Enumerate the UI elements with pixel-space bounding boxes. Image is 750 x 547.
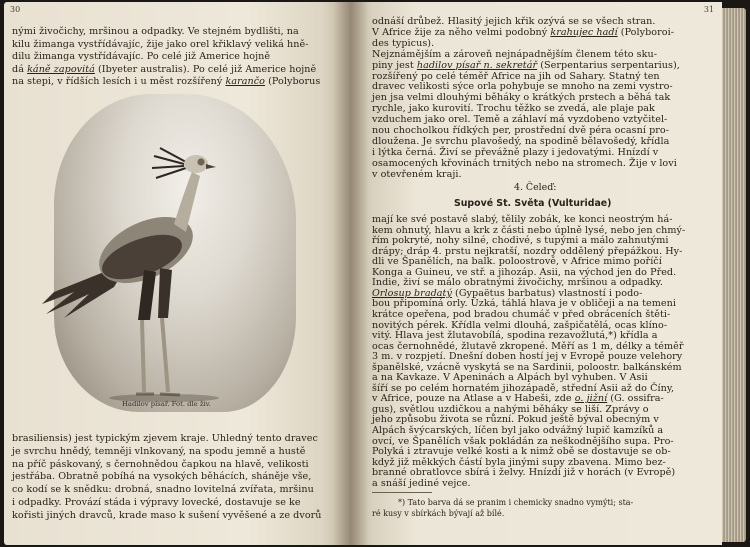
line-text: des typicus). — [372, 37, 435, 49]
line-text: na stepi, v řídších lesích i u měst rozšířený — [12, 76, 226, 87]
line-text: drápy; dráp 4. prstu nejkratší, nozdry oddělený přepážkou. Hy- — [372, 245, 683, 257]
line-text: jen jsa velmi dlouhými běháky o krátkých prstech a běhá tak — [372, 92, 671, 104]
footnote-line: ré kusy v sbírkách bývají až bílé. — [372, 509, 505, 518]
text-line — [372, 414, 659, 425]
line-text: Polyká i ztravuje velké kosti a k nimž obě se dostavuje se ob- — [372, 446, 671, 458]
text-line — [372, 446, 671, 457]
text-line — [372, 256, 662, 267]
text-line — [372, 320, 667, 331]
text-line — [372, 267, 676, 278]
text-line — [372, 478, 471, 489]
line-text: (Serpentarius serpentarius), — [537, 59, 680, 71]
text-line — [12, 497, 301, 508]
line-text: Alpách švýcarských, líčen byl jako odvážný lupič kamzíků a — [372, 425, 664, 436]
line-text: Indie, živí se málo obratnými živočichy, mršinou a odpadky. — [372, 277, 663, 289]
line-text: novitých pérek. Křídla velmi dlouhá, zašpičatělá, ocas klíno- — [372, 319, 668, 331]
text-line — [372, 341, 684, 352]
species-name: krahujec hadí — [550, 26, 618, 38]
text-line — [372, 158, 677, 169]
line-text: a na Kavkaze. V Apeninách a Alpách byl vyhuben. V Asii — [372, 372, 648, 384]
line-text: ovcí, ve Španělích však pokládán za neškodnějšího supa. Pro- — [372, 435, 674, 447]
text-line — [372, 425, 663, 436]
left-page — [4, 2, 350, 545]
photo-caption: Hadilov písař. Fot. dle živ. — [122, 400, 211, 408]
text-line — [372, 60, 680, 71]
line-text: řím pokryté, nohy silné, chodivé, s tupými a málo zahnutými — [372, 235, 669, 247]
line-text: kem ohnutý, hlavu a krk z části nebo úplně lysé, nebo jen chmý- — [372, 224, 686, 236]
line-text: dravec velikosti sýce orla pohybuje se mnoho na zemi vystro- — [372, 81, 673, 93]
text-line — [12, 76, 320, 87]
text-line — [372, 92, 670, 103]
line-text: gus), světlou uzdičkou a nahými běháky se liší. Zprávy o — [372, 403, 649, 415]
text-line — [372, 81, 673, 92]
line-text: (Polyboroi- — [617, 26, 674, 38]
text-line — [372, 362, 682, 373]
text-line — [372, 351, 682, 362]
line-text: brasiliensis) jest typickým zjevem kraje. Uhledný tento dravec — [12, 433, 318, 444]
line-text: šíří se po celém hornatém jihozápadě, střední Asii až do Číny, — [372, 382, 675, 394]
section-heading: Supové St. Světa (Vulturidae) — [454, 198, 612, 209]
text-line — [12, 433, 318, 444]
species-name: káně zapovitá — [27, 63, 95, 75]
line-text: odnáší drůbež. Hlasitý jejich křik ozývá se se všech stran. — [372, 16, 656, 27]
text-line — [372, 103, 655, 114]
text-line — [12, 510, 322, 521]
text-line — [372, 330, 658, 341]
text-line — [372, 49, 657, 60]
line-text: i odpadky. Provází stáda i výpravy lovecké, dostavuje se ke — [12, 497, 301, 508]
line-text: vitý. Hlava jest žlutavobílá, spodina rezavožlutá,*) křídla a — [372, 330, 658, 342]
line-text: i lýtka černá. Živí se převážně plazy i jedovatými. Hnízdí v — [372, 146, 659, 158]
line-text: V Africe žije za něho velmi podobný — [372, 26, 551, 38]
text-line — [372, 214, 673, 225]
line-text: a snáší jediné vejce. — [372, 477, 471, 489]
text-line — [372, 71, 660, 82]
line-text: v otevřeném kraji. — [372, 168, 462, 180]
text-line — [372, 16, 655, 27]
text-line — [372, 125, 669, 136]
text-line — [372, 457, 666, 468]
chapter-label: 4. Čeleď: — [514, 182, 557, 193]
line-text: dli ve Španělích, na balk. poloostrově, v Africe mimo poříčí — [372, 256, 662, 268]
text-line — [372, 169, 462, 180]
species-name: karančo — [225, 76, 266, 87]
line-text: kořisti jiných dravců, krade maso k sušení vyvěšené a ze dvorů — [12, 509, 322, 521]
line-text: (Polyborus — [265, 76, 321, 87]
text-line — [372, 136, 669, 147]
line-text: kilu žimanga vystřídávajíc, žije jako orel křiklavý veliká hně- — [12, 38, 309, 50]
line-text: co kodí se k snědku: drobná, snadno lovitelná zvířata, mršinu — [12, 484, 314, 496]
text-line — [372, 38, 434, 49]
text-line — [372, 467, 675, 478]
line-text: rozšířený po celé téměř Africe na jih od Sahary. Statný ten — [372, 70, 660, 82]
line-text: Nejznámějším a zároveň nejnápadnějším členem této sku- — [372, 48, 658, 60]
line-text: osamocených křovinách trnitých nebo na stromech. Žije v lovi — [372, 157, 677, 169]
line-text: nými živočichy, mršinou a odpadky. Ve stejném bydlišti, na — [12, 26, 299, 37]
species-name: hadilov písař n. sekretář — [416, 59, 538, 71]
line-text: krátce opeřena, pod bradou chumáč v před obráceních štěti- — [372, 308, 671, 320]
line-text: na příč páskovaný, s černohnědou čapkou na hlavě, velikosti — [12, 458, 309, 470]
line-text: jestřába. Obratně pobíhá na vysokých běhácích, sháněje vše, — [12, 471, 312, 483]
species-name: Orlosup bradatý — [372, 287, 452, 299]
line-text: branné obratlovce sbírá i želvy. Hnízdí již v horách (v Evropě) — [372, 467, 676, 479]
right-page — [350, 2, 722, 545]
line-text: když již měkkých částí byla jinými supy zbavena. Mimo bez- — [372, 456, 666, 468]
text-line — [12, 64, 316, 75]
footnote-line: *) Tato barva dá se pranim i chemicky snadno vymýti; sta- — [398, 498, 634, 507]
text-line — [12, 459, 309, 470]
line-text: (Ibyeter australis). Po celé již Americe hojně — [94, 63, 317, 75]
open-book — [4, 2, 746, 545]
text-line — [372, 298, 676, 309]
line-text: nou chocholkou řídkých per, prostřední dvě péra ocasní pro- — [372, 125, 670, 136]
right-page-number: 31 — [703, 5, 714, 14]
text-line — [372, 309, 670, 320]
text-line — [372, 225, 685, 236]
line-text: mají ke své postavě slabý, tělily zobák, ke konci neostrým há- — [372, 214, 673, 225]
text-line — [12, 446, 306, 457]
text-line — [372, 383, 674, 394]
line-text: (G. ossifra- — [607, 393, 664, 405]
line-text: 3 m. v rozpjetí. Dnešní doben hostí jej v Evropě pouze velehory — [372, 351, 683, 363]
text-line — [372, 246, 682, 257]
text-line — [372, 27, 674, 38]
text-line — [372, 114, 667, 125]
line-text: španělské, vzácně vyskytá se na Sardinii, poloostr. balkánském — [372, 361, 682, 373]
line-text: dá — [12, 63, 28, 75]
line-text: dloužena. Je svrchu plavošedý, na spodině bělavošedý, křídla — [372, 135, 670, 147]
line-text: rychle, jako kurovití. Trochu těžko se zvedá, ale plaje pak — [372, 103, 655, 115]
text-line — [12, 26, 299, 37]
text-line — [372, 436, 674, 447]
text-line — [12, 484, 314, 495]
text-line — [372, 372, 648, 383]
secretary-bird-image — [34, 142, 224, 402]
text-line — [12, 51, 270, 62]
line-text: bou připomíná orly. Úzká, táhlá hlava je v obličeji a na temeni — [372, 298, 676, 310]
line-text: (Gypaëtus barbatus) vlastností i podo- — [451, 287, 643, 299]
line-text: vzduchem jako orel. Temě a záhlaví má vyzdobeno vztyčitel- — [372, 114, 668, 126]
page-edges — [722, 8, 746, 542]
text-line — [372, 147, 658, 158]
left-page-number: 30 — [10, 5, 21, 14]
line-text: ocas černohnědé, žlutavě zkropené. Měří as 1 m, délky a téměř — [372, 340, 684, 352]
text-line — [372, 235, 669, 246]
species-name: o. jižní — [574, 393, 608, 405]
text-line — [12, 471, 311, 482]
line-text: piny jest — [372, 59, 417, 71]
text-line — [12, 39, 309, 50]
line-text: v Africe, pouze na Atlase a v Habeši, zde — [372, 393, 575, 405]
footnote-rule — [372, 492, 432, 493]
line-text: je svrchu hnědý, temněji vlnkovaný, na spodu jemně a hustě — [12, 445, 306, 457]
line-text: Konga a Guineu, ve stř. a jihozáp. Asii, na východ jen do Před. — [372, 266, 677, 278]
line-text: jeho způsobu života se různí. Pokud ještě býval obecným v — [372, 414, 659, 426]
line-text: dilu žimanga vystřídávajíc. Po celé již Americe hojně — [12, 51, 271, 62]
text-line — [372, 277, 663, 288]
text-line — [372, 393, 664, 404]
